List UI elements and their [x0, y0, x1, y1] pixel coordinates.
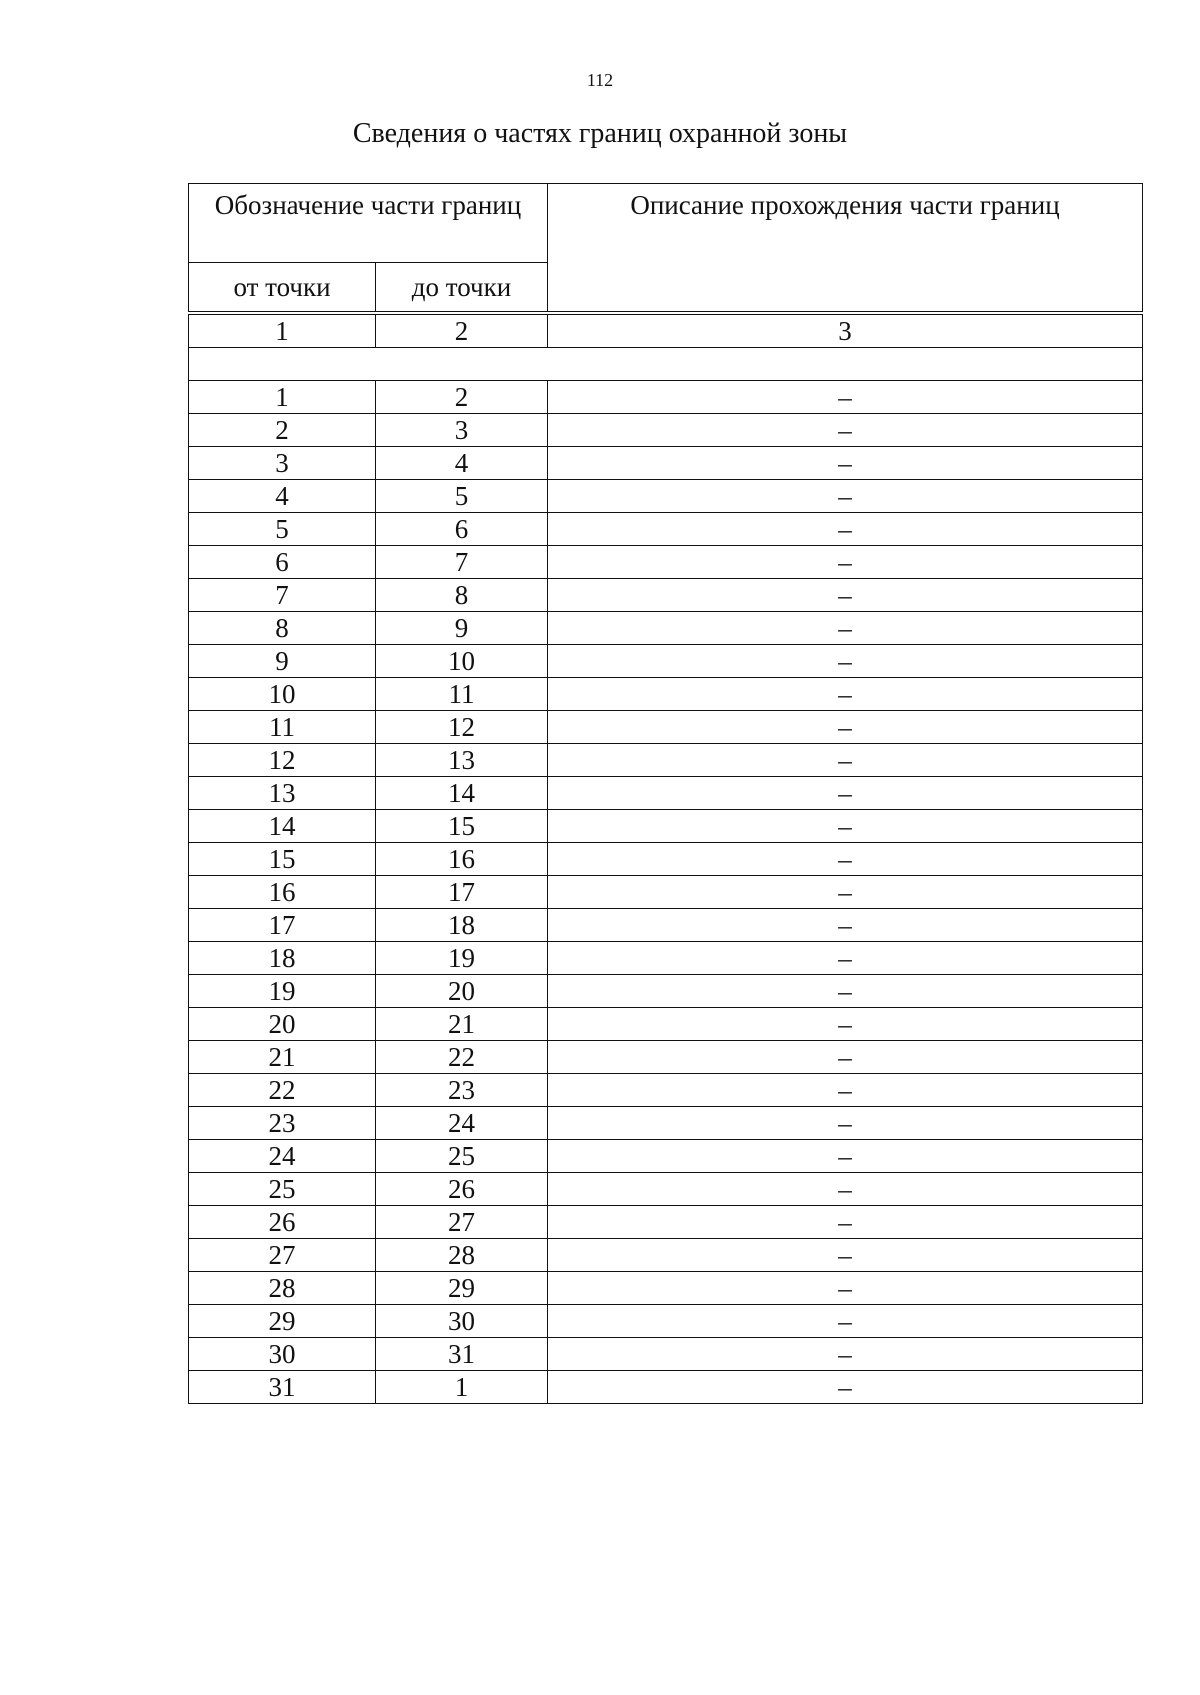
description-cell: –: [548, 381, 1143, 414]
from-point-cell: 9: [189, 645, 376, 678]
from-point-cell: 25: [189, 1173, 376, 1206]
from-point-cell: 17: [189, 909, 376, 942]
table-row: [189, 711, 1143, 744]
table-row: [189, 513, 1143, 546]
description-cell: –: [548, 810, 1143, 843]
to-point-cell: 22: [376, 1041, 548, 1074]
to-point-cell: 20: [376, 975, 548, 1008]
table-row: [189, 942, 1143, 975]
description-cell: –: [548, 711, 1143, 744]
table-row: [189, 810, 1143, 843]
table-row: [189, 975, 1143, 1008]
description-cell: –: [548, 546, 1143, 579]
table-row: [189, 1107, 1143, 1140]
to-point-cell: 17: [376, 876, 548, 909]
description-cell: –: [548, 1305, 1143, 1338]
from-point-cell: 31: [189, 1371, 376, 1404]
to-point-cell: 13: [376, 744, 548, 777]
to-point-cell: 9: [376, 612, 548, 645]
from-point-cell: 13: [189, 777, 376, 810]
from-point-cell: 26: [189, 1206, 376, 1239]
document-title: Сведения о частях границ охранной зоны: [352, 118, 848, 149]
header-to-point: до точки: [376, 263, 548, 312]
from-point-cell: 20: [189, 1008, 376, 1041]
table-row: [189, 1041, 1143, 1074]
from-point-cell: 10: [189, 678, 376, 711]
to-point-cell: 21: [376, 1008, 548, 1041]
to-point-cell: 27: [376, 1206, 548, 1239]
to-point-cell: 18: [376, 909, 548, 942]
from-point-cell: 12: [189, 744, 376, 777]
description-cell: –: [548, 1041, 1143, 1074]
description-cell: –: [548, 1206, 1143, 1239]
table-row: [189, 777, 1143, 810]
to-point-cell: 5: [376, 480, 548, 513]
column-number-row: [189, 315, 1143, 348]
description-cell: –: [548, 1173, 1143, 1206]
to-point-cell: 4: [376, 447, 548, 480]
from-point-cell: 5: [189, 513, 376, 546]
table-row: [189, 1338, 1143, 1371]
description-cell: –: [548, 744, 1143, 777]
table-body: [189, 184, 1143, 1404]
to-point-cell: 23: [376, 1074, 548, 1107]
description-cell: –: [548, 1008, 1143, 1041]
to-point-cell: 11: [376, 678, 548, 711]
from-point-cell: 28: [189, 1272, 376, 1305]
table-row: [189, 1008, 1143, 1041]
table-row: [189, 744, 1143, 777]
description-cell: –: [548, 1239, 1143, 1272]
section-blank-row: [189, 348, 1143, 381]
from-point-cell: 19: [189, 975, 376, 1008]
description-cell: –: [548, 876, 1143, 909]
to-point-cell: 31: [376, 1338, 548, 1371]
description-cell: –: [548, 414, 1143, 447]
section-blank-cell: [189, 348, 1143, 381]
to-point-cell: 2: [376, 381, 548, 414]
description-cell: –: [548, 1371, 1143, 1404]
table-row: [189, 1371, 1143, 1404]
to-point-cell: 25: [376, 1140, 548, 1173]
description-cell: –: [548, 1272, 1143, 1305]
from-point-cell: 11: [189, 711, 376, 744]
table-row: [189, 843, 1143, 876]
to-point-cell: 30: [376, 1305, 548, 1338]
from-point-cell: 21: [189, 1041, 376, 1074]
from-point-cell: 29: [189, 1305, 376, 1338]
from-point-cell: 22: [189, 1074, 376, 1107]
from-point-cell: 6: [189, 546, 376, 579]
description-cell: –: [548, 645, 1143, 678]
from-point-cell: 24: [189, 1140, 376, 1173]
table-row: [189, 645, 1143, 678]
from-point-cell: 16: [189, 876, 376, 909]
table-row: [189, 678, 1143, 711]
table-row: [189, 1140, 1143, 1173]
from-point-cell: 18: [189, 942, 376, 975]
header-boundary-designation: Обозначение части границ: [189, 184, 548, 263]
table-row: [189, 1272, 1143, 1305]
description-cell: –: [548, 678, 1143, 711]
from-point-cell: 27: [189, 1239, 376, 1272]
table-row: [189, 1206, 1143, 1239]
to-point-cell: 29: [376, 1272, 548, 1305]
to-point-cell: 19: [376, 942, 548, 975]
to-point-cell: 24: [376, 1107, 548, 1140]
to-point-cell: 14: [376, 777, 548, 810]
from-point-cell: 15: [189, 843, 376, 876]
description-cell: –: [548, 843, 1143, 876]
from-point-cell: 30: [189, 1338, 376, 1371]
description-cell: –: [548, 942, 1143, 975]
description-cell: –: [548, 1074, 1143, 1107]
to-point-cell: 16: [376, 843, 548, 876]
to-point-cell: 12: [376, 711, 548, 744]
header-row-group: [189, 184, 1143, 263]
table-row: [189, 546, 1143, 579]
description-cell: –: [548, 909, 1143, 942]
table-row: [189, 381, 1143, 414]
table-row: [189, 1074, 1143, 1107]
to-point-cell: 10: [376, 645, 548, 678]
to-point-cell: 26: [376, 1173, 548, 1206]
table-row: [189, 612, 1143, 645]
to-point-cell: 7: [376, 546, 548, 579]
boundary-parts-table: [188, 183, 1143, 1404]
table-row: [189, 1305, 1143, 1338]
header-boundary-description: Описание прохождения части границ: [548, 184, 1143, 312]
table-row: [189, 414, 1143, 447]
to-point-cell: 1: [376, 1371, 548, 1404]
table-row: [189, 480, 1143, 513]
description-cell: –: [548, 579, 1143, 612]
table-row: [189, 909, 1143, 942]
page-number: 112: [586, 70, 614, 90]
table-row: [189, 1173, 1143, 1206]
table-row: [189, 579, 1143, 612]
table-row: [189, 447, 1143, 480]
to-point-cell: 6: [376, 513, 548, 546]
to-point-cell: 28: [376, 1239, 548, 1272]
column-number-2: 2: [376, 315, 548, 348]
to-point-cell: 8: [376, 579, 548, 612]
from-point-cell: 14: [189, 810, 376, 843]
column-number-3: 3: [548, 315, 1143, 348]
from-point-cell: 7: [189, 579, 376, 612]
description-cell: –: [548, 447, 1143, 480]
header-from-point: от точки: [189, 263, 376, 312]
to-point-cell: 3: [376, 414, 548, 447]
description-cell: –: [548, 777, 1143, 810]
from-point-cell: 4: [189, 480, 376, 513]
description-cell: –: [548, 975, 1143, 1008]
from-point-cell: 8: [189, 612, 376, 645]
description-cell: –: [548, 1107, 1143, 1140]
description-cell: –: [548, 612, 1143, 645]
table-row: [189, 876, 1143, 909]
description-cell: –: [548, 480, 1143, 513]
to-point-cell: 15: [376, 810, 548, 843]
description-cell: –: [548, 1140, 1143, 1173]
from-point-cell: 3: [189, 447, 376, 480]
column-number-1: 1: [189, 315, 376, 348]
description-cell: –: [548, 513, 1143, 546]
from-point-cell: 1: [189, 381, 376, 414]
table-row: [189, 1239, 1143, 1272]
description-cell: –: [548, 1338, 1143, 1371]
from-point-cell: 2: [189, 414, 376, 447]
from-point-cell: 23: [189, 1107, 376, 1140]
